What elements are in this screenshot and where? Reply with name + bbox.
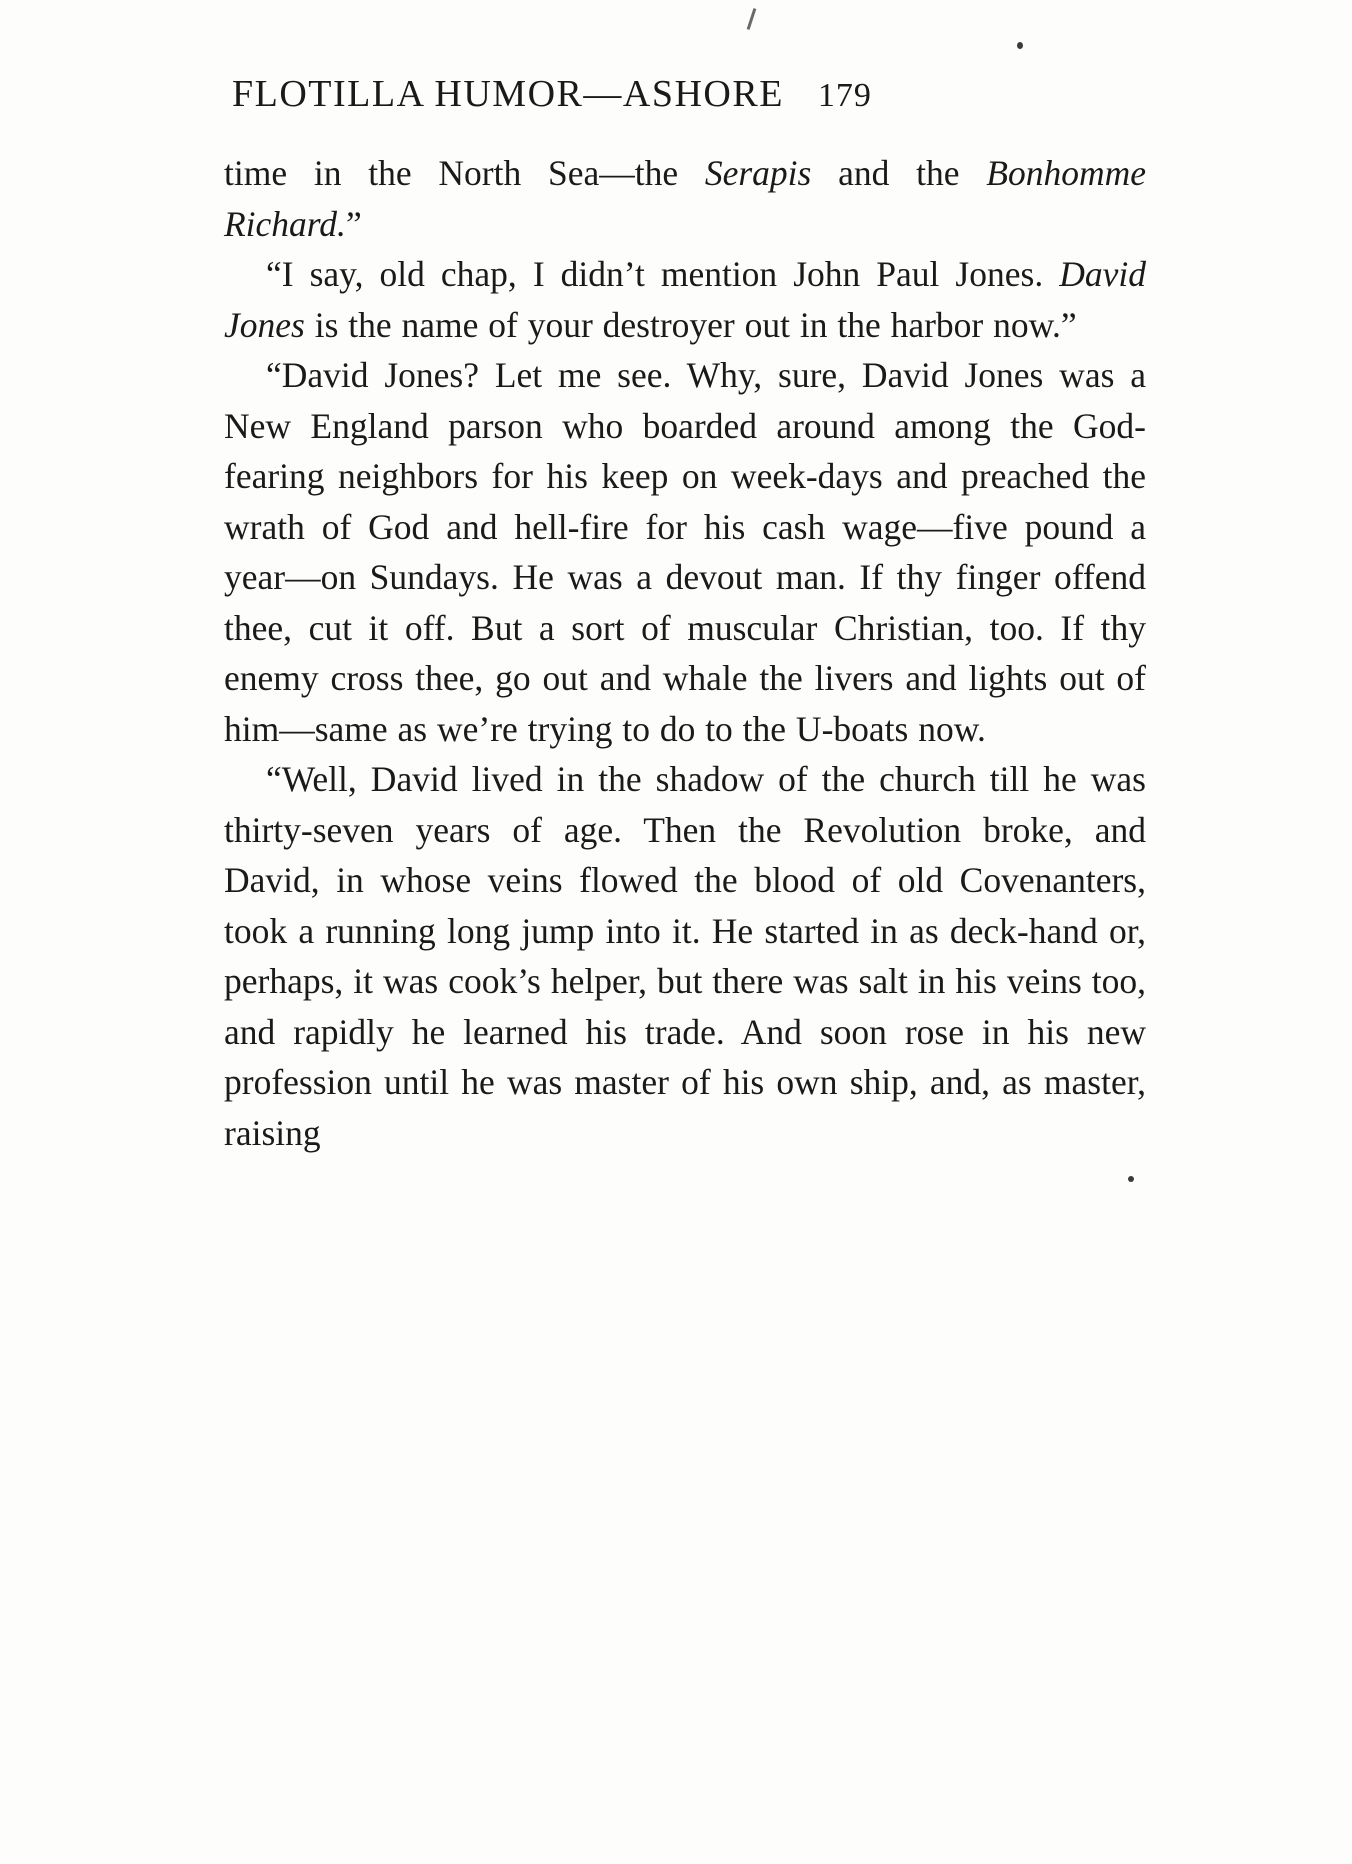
text-run: “David Jones? Let me see. Why, sure, David Jones was a New England parson who boarded around among the God-fearing neighbors for his keep on week-days and preached the wrath of God and hell-fire for his cash wage—five pound a year—on Sundays. He was a devout man. If thy finger offend thee, cut it off. But a sort of muscular Christian, too. If thy enemy cross thee, go out and whale the livers and lights out of him—same as we’re trying to do to the U-boats now. bbox=[224, 355, 1146, 749]
page-body-text bbox=[224, 148, 1146, 1158]
text-run: time in the North Sea—the bbox=[224, 153, 705, 193]
running-head-title: FLOTILLA HUMOR—ASHORE bbox=[232, 73, 784, 115]
page-header bbox=[232, 72, 1112, 116]
paragraph bbox=[224, 754, 1146, 1158]
scan-artifact-speck bbox=[1128, 1176, 1134, 1182]
scan-artifact-tick bbox=[747, 8, 757, 30]
scan-artifact-speck bbox=[1017, 42, 1023, 49]
text-run: “I say, old chap, I didn’t mention John Paul Jones. bbox=[266, 254, 1060, 294]
paragraph bbox=[224, 249, 1146, 350]
text-run: “Well, David lived in the shadow of the church till he was thirty-seven years of age. Then the Revolution broke, and David, in whose veins flowed the blood of old Covenanters, took a running long jump into it. He started in as deck-hand or, perhaps, it was cook’s helper, but there was salt in his veins too, and rapidly he learned his trade. And soon rose in his new profession until he was master of his own ship, and, as master, raising bbox=[224, 759, 1146, 1153]
page-number: 179 bbox=[817, 77, 872, 114]
paragraph bbox=[224, 350, 1146, 754]
italic-text-run: David Jones bbox=[224, 254, 1146, 345]
italic-text-run: Serapis bbox=[704, 153, 812, 193]
italic-text-run: Bonhomme Richard. bbox=[224, 153, 1146, 244]
text-run: is the name of your destroyer out in the harbor now.” bbox=[304, 304, 1077, 345]
text-run: ” bbox=[345, 203, 362, 244]
paragraph bbox=[224, 148, 1146, 249]
text-run: and the bbox=[811, 153, 987, 193]
